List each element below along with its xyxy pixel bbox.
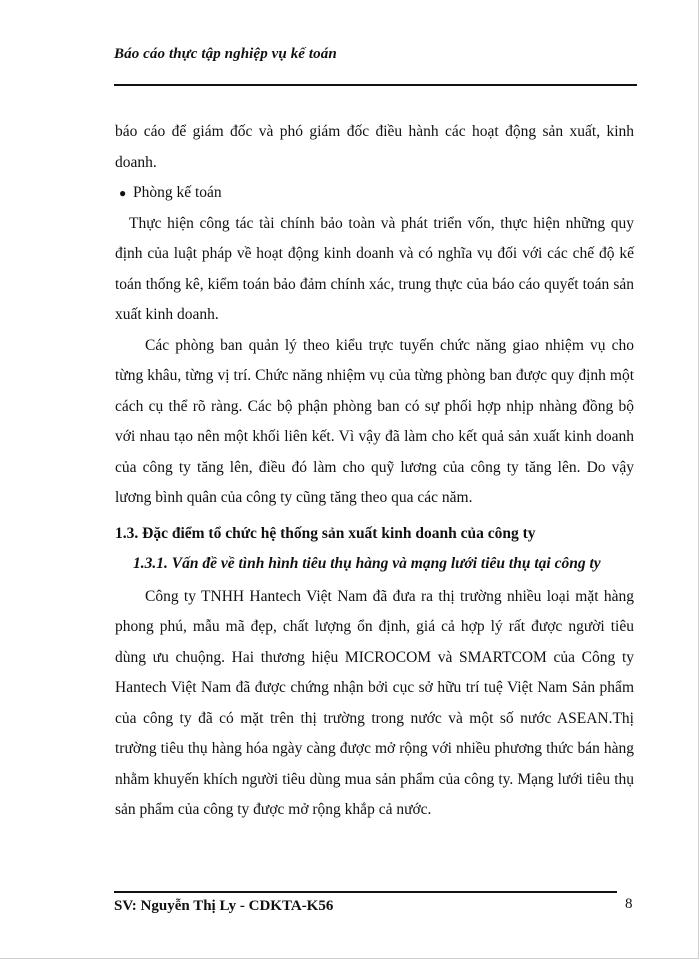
paragraph-departments: Các phòng ban quản lý theo kiểu trực tuyến chức năng giao nhiệm vụ cho từng khâu, từng vị trí. Chức năng nhiệm vụ của từng phòng ban được quy định một cách cụ thể rõ ràng. Các bộ phận phòng ban có sự phối hợp nhịp nhàng đồng bộ với nhau tạo nên một khối liên kết. Vì vậy đã làm cho kết quả sản xuất kinh doanh của công ty tăng lên, điều đó làm cho quỹ lương của công ty tăng lên. Do vậy lương bình quân của công ty cũng tăng theo qua các năm. (115, 336, 634, 506)
bullet-dot-icon: ● (119, 186, 127, 200)
footer-divider (114, 891, 617, 893)
subsection-heading: 1.3.1. Vấn đề về tình hình tiêu thụ hàng và mạng lưới tiêu thụ tại công ty (133, 555, 601, 572)
paragraph-hantech: Công ty TNHH Hantech Việt Nam đã đưa ra thị trường nhiều loại mặt hàng phong phú, mẫu mã đẹp, chất lượng ổn định, giá cả hợp lý rất được người tiêu dùng ưu chuộng. Hai thương hiệu MICROCOM và SMARTCOM của Công ty Hantech Việt Nam đã được chứng nhận bởi cục sở hữu trí tuệ Việt Nam Sản phẩm của công ty đã có mặt trên thị trường trong nước và một số nước ASEAN.Thị trường tiêu thụ hàng hóa ngày càng được mở rộng với nhiều phương thức bán hàng nhằm khuyến khích người tiêu dùng mua sản phẩm của công ty. Mạng lưới tiêu thụ sản phẩm của công ty được mở rộng khắp cả nước. (115, 587, 634, 818)
bullet-item-accounting (115, 178, 634, 209)
section-heading: 1.3. Đặc điểm tổ chức hệ thống sản xuất kinh doanh của công ty (115, 524, 536, 542)
footer-author: SV: Nguyễn Thị Ly - CDKTA-K56 (114, 898, 334, 914)
bullet-label: Phòng kế toán (133, 184, 222, 201)
page-number: 8 (625, 896, 633, 912)
paragraph-continued: báo cáo để giám đốc và phó giám đốc điều hành các hoạt động sản xuất, kinh doanh. (115, 123, 634, 171)
header-divider (114, 84, 637, 86)
page-header-title: Báo cáo thực tập nghiệp vụ kế toán (114, 46, 337, 62)
paragraph-accounting: Thực hiện công tác tài chính bảo toàn và phát triển vốn, thực hiện những quy định của luật pháp về hoạt động kinh doanh và có nghĩa vụ đối với các chế độ kế toán thống kê, kiểm toán bảo đảm chính xác, trung thực của báo cáo quyết toán sản xuất kinh doanh. (115, 214, 634, 323)
document-body (115, 117, 634, 826)
